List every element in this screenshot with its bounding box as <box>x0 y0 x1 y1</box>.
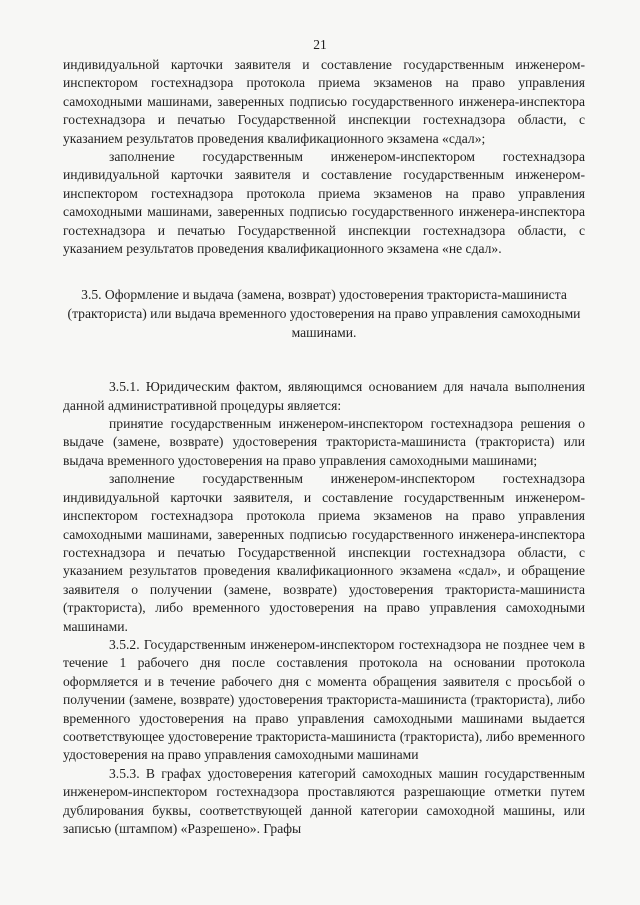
paragraph-fill-card-not-passed: заполнение государственным инженером-инспектором гостехнадзора индивидуальной карточки заявителя и составление государственным инженером-инспектором гостехнадзора протокола приема экзаменов на право управления самоходными машинами, заверенных подписью государственного инженера-инспектора гостехнадзора и печатью Государственной инспекции гостехнадзора области, с указанием результатов проведения квалификационного экзамена «не сдал». <box>63 149 585 257</box>
paragraph-3-5-2: 3.5.2. Государственным инженером-инспектором гостехнадзора не позднее чем в течение 1 рабочего дня после составления протокола на основании протокола оформляется и в течение рабочего дня с момента обращения заявителя с просьбой о получении (замене, возврате) удостоверения тракториста-машиниста (тракториста), либо временного удостоверения на право управления самоходными машинами выдается соответствующее удостоверение тракториста-машиниста (тракториста), либо временного удостоверения на право управления самоходными машинами <box>63 636 585 763</box>
paragraph-decision-acceptance: принятие государственным инженером-инспектором гостехнадзора решения о выдаче (замене, возврате) удостоверения тракториста-машиниста (тракториста) или выдача временного удостоверения на право управления самоходными машинами; <box>63 416 585 468</box>
paragraph-3-5-1: 3.5.1. Юридическим фактом, являющимся основанием для начала выполнения данной административной процедуры является: <box>63 379 585 413</box>
paragraph-3-5-3: 3.5.3. В графах удостоверения категорий самоходных машин государственным инженером-инспектором гостехнадзора проставляются разрешающие отметки путем дублирования буквы, соответствующей данной категории самоходной машины, или записью (штампом) «Разрешено». Графы <box>63 765 585 836</box>
paragraph-fill-card-passed: заполнение государственным инженером-инспектором гостехнадзора индивидуальной карточки заявителя, и составление государственным инженером-инспектором гостехнадзора протокола приема экзаменов на право управления самоходными машинами, заверенных подписью государственного инженера-инспектора гостехнадзора и печатью Государственной инспекции гостехнадзора области, с указанием результатов проведения квалификационного экзамена «сдал», и обращение заявителя о получении (замене, возврате) удостоверения тракториста-машиниста (тракториста), либо временного удостоверения на право управления самоходными машинами. <box>63 471 585 634</box>
paragraph-continuation: индивидуальной карточки заявителя и составление государственным инженером-инспектором гостехнадзора протокола приема экзаменов на право управления самоходными машинами, заверенных подписью государственного инженера-инспектора гостехнадзора и печатью Государственной инспекции гостехнадзора области, с указанием результатов проведения квалификационного экзамена «сдал»; <box>63 57 585 146</box>
document-body <box>63 56 585 838</box>
page-number: 21 <box>313 37 327 52</box>
section-heading-3-5: 3.5. Оформление и выдача (замена, возврат) удостоверения тракториста-машиниста (тракториста) или выдача временного удостоверения на право управления самоходными машинами. <box>67 287 581 340</box>
